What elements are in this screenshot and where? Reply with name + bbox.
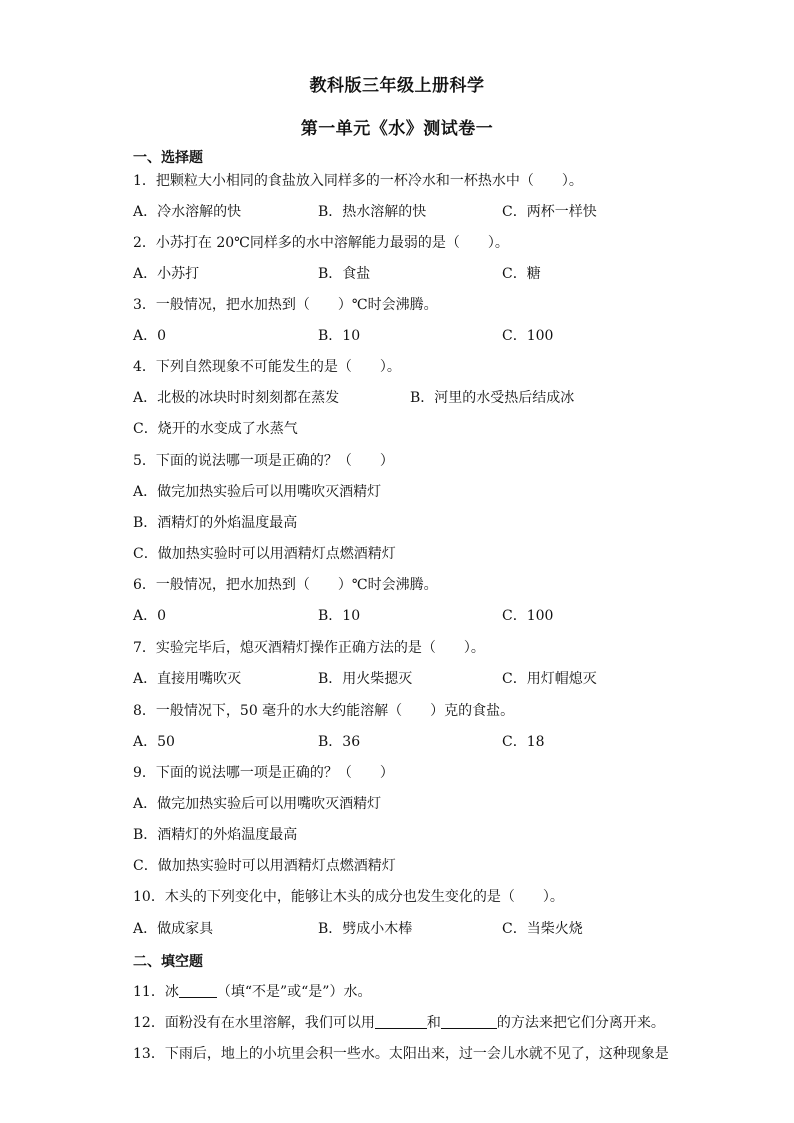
question-11-suffix: （填“不是”或“是”）水。	[216, 984, 372, 1000]
question-9-stem: 9．下面的说法哪一项是正确的？（ ）	[133, 765, 394, 781]
page-subtitle: 第一单元《水》测试卷一	[300, 119, 494, 139]
question-1-option-b: B．热水溶解的快	[318, 204, 427, 220]
question-9-option-c: C．做加热实验时可以用酒精灯点燃酒精灯	[133, 858, 396, 874]
question-3-option-b: B．10	[318, 328, 361, 344]
question-7-option-a: A．直接用嘴吹灭	[133, 671, 242, 687]
question-12-suffix: 的方法来把它们分离开来。	[496, 1015, 665, 1031]
section-heading-fill: 二、填空题	[133, 954, 203, 970]
question-10-option-a: A．做成家具	[133, 921, 214, 937]
answer-blank-12b[interactable]	[441, 1014, 497, 1029]
question-1-option-c: C．两杯一样快	[502, 204, 597, 220]
question-6-option-a: A．0	[133, 608, 167, 624]
question-6-stem: 6．一般情况，把水加热到（ ）℃时会沸腾。	[133, 577, 438, 593]
question-5-option-a: A．做完加热实验后可以用嘴吹灭酒精灯	[133, 484, 382, 500]
section-heading-choice: 一、选择题	[133, 150, 203, 166]
page-title: 教科版三年级上册科学	[309, 76, 485, 96]
question-6-option-c: C．100	[502, 608, 554, 624]
question-10-option-c: C．当柴火烧	[502, 921, 583, 937]
question-3-option-a: A．0	[133, 328, 167, 344]
question-11-prefix: 11．冰	[133, 984, 179, 1000]
question-8-option-a: A．50	[133, 734, 175, 750]
question-3-stem: 3．一般情况，把水加热到（ ）℃时会沸腾。	[133, 297, 438, 313]
question-7-option-c: C．用灯帽熄灭	[502, 671, 597, 687]
question-2-stem: 2．小苏打在 20℃同样多的水中溶解能力最弱的是（ ）。	[133, 235, 509, 251]
question-7-stem: 7．实验完毕后，熄灭酒精灯操作正确方法的是（ ）。	[133, 640, 485, 656]
question-5-option-c: C．做加热实验时可以用酒精灯点燃酒精灯	[133, 546, 396, 562]
question-11	[133, 983, 371, 1001]
question-5-stem: 5．下面的说法哪一项是正确的？（ ）	[133, 453, 394, 469]
question-2-option-a: A．小苏打	[133, 266, 200, 282]
answer-blank-12a[interactable]	[375, 1014, 427, 1029]
question-4-stem: 4．下列自然现象不可能发生的是（ ）。	[133, 359, 401, 375]
question-4-option-c: C．烧开的水变成了水蒸气	[133, 421, 298, 437]
question-8-option-c: C．18	[502, 734, 545, 750]
question-1-stem: 1．把颗粒大小相同的食盐放入同样多的一杯冷水和一杯热水中（ ）。	[133, 173, 583, 189]
question-9-option-b: B．酒精灯的外焰温度最高	[133, 827, 298, 843]
question-6-option-b: B．10	[318, 608, 361, 624]
question-12	[133, 1014, 665, 1032]
question-4-option-a: A．北极的冰块时时刻刻都在蒸发	[133, 390, 340, 406]
question-7-option-b: B．用火柴摁灭	[318, 671, 413, 687]
question-13-stem: 13．下雨后，地上的小坑里会积一些水。太阳出来，过一会儿水就不见了，这种现象是	[133, 1046, 669, 1062]
question-2-option-b: B．食盐	[318, 266, 371, 282]
question-8-option-b: B．36	[318, 734, 361, 750]
question-8-stem: 8．一般情况下，50 毫升的水大约能溶解（ ）克的食盐。	[133, 703, 515, 719]
question-1-option-a: A．冷水溶解的快	[133, 204, 242, 220]
question-4-option-b: B．河里的水受热后结成冰	[410, 390, 575, 406]
question-5-option-b: B．酒精灯的外焰温度最高	[133, 515, 298, 531]
answer-blank-11[interactable]	[179, 983, 217, 998]
question-2-option-c: C．糖	[502, 266, 541, 282]
question-10-option-b: B．劈成小木棒	[318, 921, 413, 937]
question-9-option-a: A．做完加热实验后可以用嘴吹灭酒精灯	[133, 796, 382, 812]
question-12-mid: 和	[426, 1015, 441, 1031]
question-3-option-c: C．100	[502, 328, 554, 344]
question-12-prefix: 12．面粉没有在水里溶解，我们可以用	[133, 1015, 375, 1031]
question-10-stem: 10．木头的下列变化中，能够让木头的成分也发生变化的是（ ）。	[133, 889, 564, 905]
